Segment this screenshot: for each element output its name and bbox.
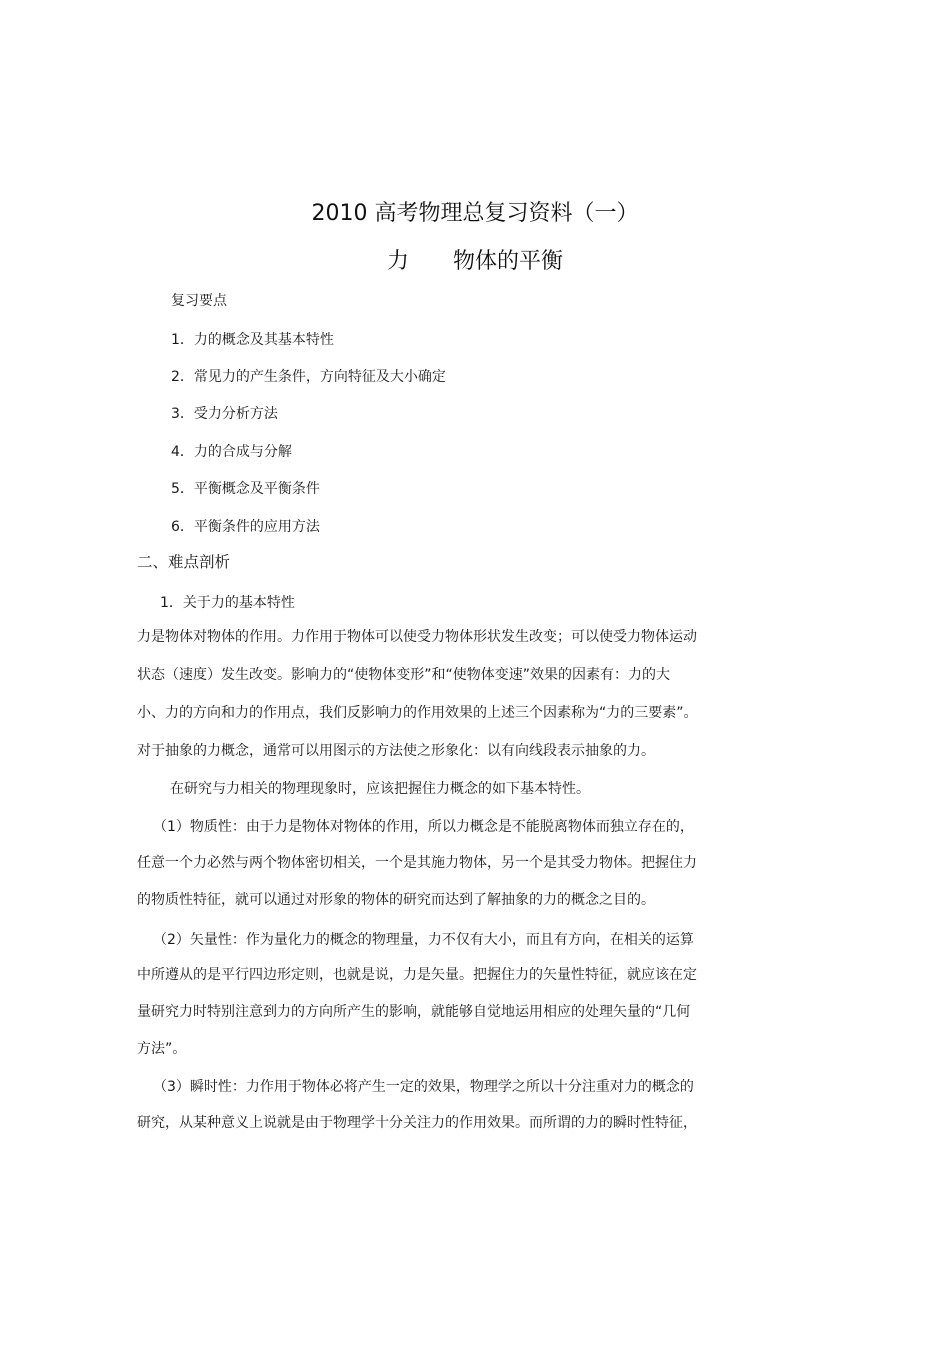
paragraph-line: 方法”。 <box>137 1041 187 1057</box>
paragraph-line: 的物质性特征，就可以通过对形象的物体的研究而达到了解抽象的力的概念之目的。 <box>137 892 655 908</box>
paragraph-line: （3）瞬时性：力作用于物体必将产生一定的效果，物理学之所以十分注重对力的概念的 <box>153 1079 694 1095</box>
paragraph-line: 在研究与力相关的物理现象时，应该把握住力概念的如下基本特性。 <box>170 781 590 797</box>
paragraph-line: （2）矢量性：作为量化力的概念的物理量，力不仅有大小，而且有方向，在相关的运算 <box>153 932 694 948</box>
review-point: 3．受力分析方法 <box>171 406 278 422</box>
review-point: 4．力的合成与分解 <box>171 444 292 460</box>
review-point: 2．常见力的产生条件，方向特征及大小确定 <box>171 369 446 385</box>
paragraph-line: 量研究力时特别注意到力的方向所产生的影响，就能够自觉地运用相应的处理矢量的“几何 <box>137 1004 691 1020</box>
paragraph-line: 力是物体对物体的作用。力作用于物体可以使受力物体形状发生改变；可以使受力物体运动 <box>137 629 697 645</box>
document-title: 2010 高考物理总复习资料（一） <box>311 201 639 226</box>
subsection-heading: 1．关于力的基本特性 <box>160 595 295 611</box>
paragraph-line: 中所遵从的是平行四边形定则，也就是说，力是矢量。把握住力的矢量性特征，就应该在定 <box>137 967 697 983</box>
paragraph-line: 状态（速度）发生改变。影响力的“使物体变形”和“使物体变速”效果的因素有：力的大 <box>137 667 671 683</box>
review-point: 5．平衡概念及平衡条件 <box>171 481 320 497</box>
paragraph-line: 小、力的方向和力的作用点，我们反影响力的作用效果的上述三个因素称为“力的三要素”。 <box>137 705 698 721</box>
paragraph-line: 研究，从某种意义上说就是由于物理学十分关注力的作用效果。而所谓的力的瞬时性特征， <box>137 1115 697 1131</box>
paragraph-line: 对于抽象的力概念，通常可以用图示的方法使之形象化：以有向线段表示抽象的力。 <box>137 743 655 759</box>
paragraph-line: 任意一个力必然与两个物体密切相关，一个是其施力物体，另一个是其受力物体。把握住力 <box>137 855 697 871</box>
review-heading: 复习要点 <box>171 293 227 309</box>
section-heading: 二、难点剖析 <box>137 553 231 571</box>
review-point: 6．平衡条件的应用方法 <box>171 519 320 535</box>
document-subtitle: 力 物体的平衡 <box>386 249 563 274</box>
review-point: 1．力的概念及其基本特性 <box>171 332 334 348</box>
paragraph-line: （1）物质性：由于力是物体对物体的作用，所以力概念是不能脱离物体而独立存在的， <box>153 819 694 835</box>
